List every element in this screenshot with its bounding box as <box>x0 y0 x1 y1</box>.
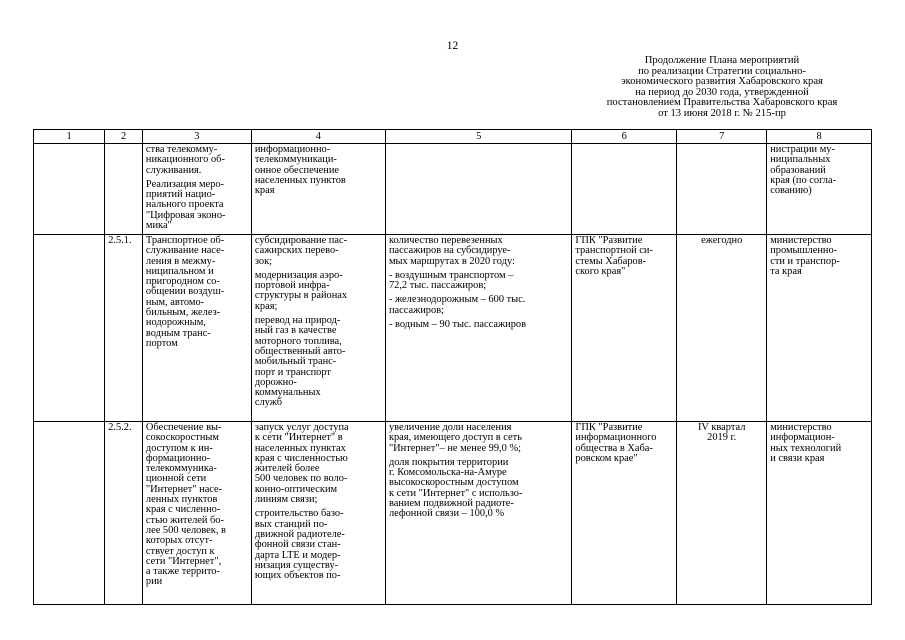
table-row <box>34 144 872 235</box>
cell-paragraph: министерство промышленно- сти и транспор- та края <box>770 235 840 277</box>
cell-paragraph: строительство базо- вых станций по- движной радиотеле- фонной связи стан- дарта LTE и модер- низация существу- ющих объектов по- <box>254 508 345 582</box>
expected-results <box>385 422 571 605</box>
column-header-8: 8 <box>767 130 872 144</box>
cell-paragraph: перевод на природ- ный газ в качестве моторного топлива, общественный авто- мобильный транс- порт и транспорт дорожно- коммунальных служб <box>254 315 346 409</box>
program <box>572 144 677 235</box>
measures <box>251 144 385 235</box>
cell-paragraph: доля покрытия территории г. Комсомольска-на-Амуре высокоскоростным доступом к сети "Интернет" с использо- ванием подвижной радиоте- лефонной связи – 100,0 % <box>388 456 523 520</box>
activity-name <box>142 235 251 422</box>
item-number: 2.5.2. <box>105 422 143 605</box>
program <box>572 422 677 605</box>
cell-paragraph: субсидирование пас- сажирских перево- зок; <box>254 235 348 267</box>
item-number <box>105 144 143 235</box>
cell-paragraph: - железнодорожным – 600 тыс. пассажиров; <box>388 294 526 316</box>
cell-paragraph: количество перевезенных пассажиров на субсидируе- мых маршрутах в 2020 году: <box>388 235 515 267</box>
measures <box>251 235 385 422</box>
cell-col1 <box>34 235 105 422</box>
document-header <box>572 56 872 120</box>
cell-paragraph: запуск услуг доступа к сети "Интернет" в населенных пунктах края с численностью жителей более 500 человек по воло- конно-оптическим линиям связи; <box>254 422 349 506</box>
column-header-5: 5 <box>385 130 571 144</box>
header-line: по реализации Стратегии социально- <box>638 65 806 77</box>
cell-paragraph: нистрации му- ниципальных образований края (по согла- сованию) <box>770 144 837 197</box>
cell-col1 <box>34 422 105 605</box>
deadline: ежегодно <box>677 235 767 422</box>
program <box>572 235 677 422</box>
measures <box>251 422 385 605</box>
deadline: IV квартал 2019 г. <box>677 422 767 605</box>
activity-name <box>142 144 251 235</box>
page-number: 12 <box>446 40 459 52</box>
column-number-row <box>34 130 872 144</box>
table-row <box>34 235 872 422</box>
cell-paragraph: - воздушным транспортом – 72,2 тыс. пассажиров; <box>388 269 514 292</box>
column-header-7: 7 <box>677 130 767 144</box>
cell-paragraph: Реализация меро- приятий нацио- нального проекта "Цифровая эконо- мика" <box>145 178 226 232</box>
responsible <box>767 144 872 235</box>
column-header-2: 2 <box>105 130 143 144</box>
header-line: от 13 июня 2018 г. № 215-пр <box>658 107 786 119</box>
cell-paragraph: ГПК "Развитие информационного общества в Хаба- ровском крае" <box>575 422 657 464</box>
column-header-4: 4 <box>251 130 385 144</box>
cell-paragraph: увеличение доли населения края, имеющего доступ в сеть "Интернет"– не менее 99,0 %; <box>388 422 522 454</box>
item-number: 2.5.1. <box>105 235 143 422</box>
column-header-1: 1 <box>34 130 105 144</box>
responsible <box>767 422 872 605</box>
header-line: постановлением Правительства Хабаровского края <box>606 97 838 109</box>
deadline <box>677 144 767 235</box>
header-line: на период до 2030 года, утвержденной <box>635 86 809 98</box>
activity-name <box>142 422 251 605</box>
column-header-6: 6 <box>572 130 677 144</box>
plan-table <box>33 129 872 605</box>
cell-paragraph: ства телекомму- никационного об- служивания. <box>145 144 225 176</box>
responsible <box>767 235 872 422</box>
cell-paragraph: ГПК "Развитие транспортной си- стемы Хабаров- ского края" <box>575 235 653 277</box>
cell-col1 <box>34 144 105 235</box>
cell-paragraph: Транспортное об- служивание насе- ления в межму- ниципальном и пригородном со- общении воздуш- ным, автомо- бильным, желез- нодорожным, водным транс- портом <box>145 235 225 349</box>
cell-paragraph: Обеспечение вы- сокоскоростным доступом к ин- формационно- телекоммуника- ционной сети "Интернет" насе- ленных пунктов края с численно- стью жителей бо- лее 500 человек, в которых отсут- ствует доступ к сети "Интернет", а также террито- рии <box>145 422 226 588</box>
cell-paragraph: модернизация аэро- портовой инфра- структуры в районах края; <box>254 269 348 312</box>
expected-results <box>385 235 571 422</box>
column-header-3: 3 <box>142 130 251 144</box>
cell-paragraph: - водным – 90 тыс. пассажиров <box>388 319 527 331</box>
cell-paragraph: информационно- телекоммуникаци- онное обеспечение населенных пунктов края <box>254 144 346 197</box>
header-line: экономического развития Хабаровского края <box>621 76 823 88</box>
expected-results <box>385 144 571 235</box>
cell-paragraph: министерство информацион- ных технологий и связи края <box>770 422 842 464</box>
table-row <box>34 422 872 605</box>
header-line: Продолжение Плана мероприятий <box>644 55 800 66</box>
